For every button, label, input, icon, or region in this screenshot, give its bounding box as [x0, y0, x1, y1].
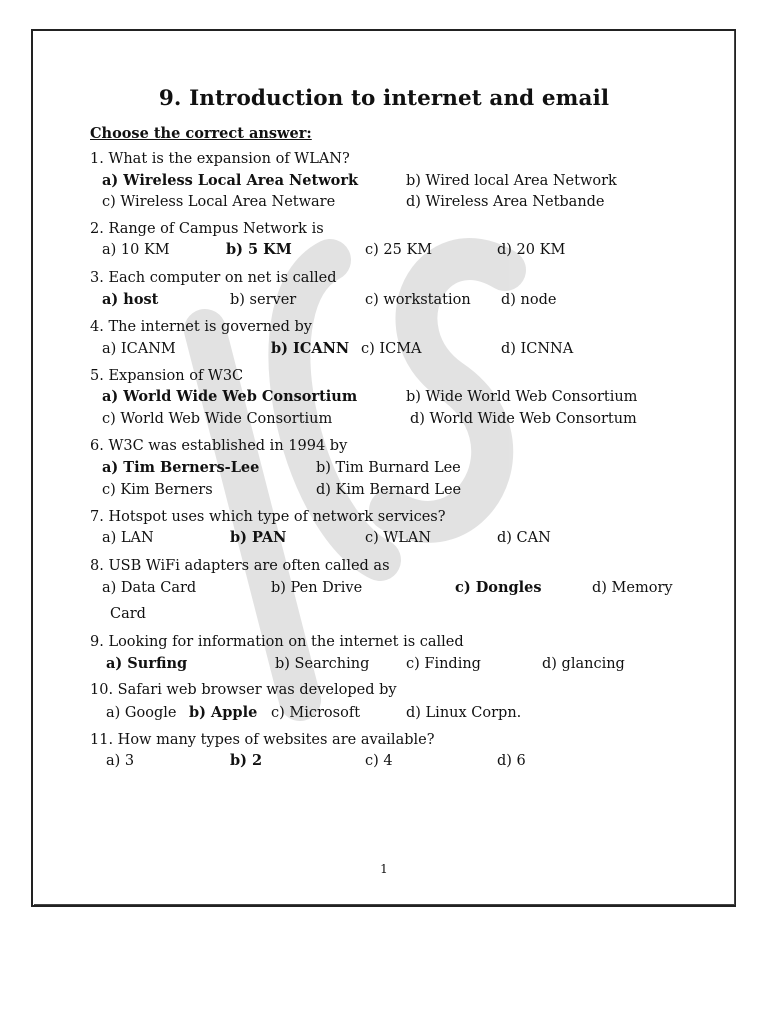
q1-option-b: b) Wired local Area Network	[406, 173, 617, 189]
q5-option-a: a) World Wide Web Consortium	[102, 388, 358, 405]
q7-option-b: b) PAN	[230, 529, 287, 546]
q8-option-d: d) Memory	[592, 580, 673, 596]
q10-option-d: d) Linux Corpn.	[406, 705, 522, 721]
q8-option-a: a) Data Card	[102, 580, 197, 596]
q2-option-a: a) 10 KM	[102, 242, 170, 258]
question-5: 5. Expansion of W3C	[90, 368, 244, 384]
q3-option-c: c) workstation	[365, 292, 471, 308]
q5-option-d: d) World Wide Web Consortum	[410, 411, 637, 427]
q4-option-a: a) ICANM	[102, 341, 176, 357]
page-number: 1	[380, 862, 388, 876]
question-4: 4. The internet is governed by	[90, 319, 313, 335]
q9-option-a: a) Surfing	[106, 655, 188, 672]
q6-option-b: b) Tim Burnard Lee	[316, 460, 461, 476]
question-1: 1. What is the expansion of WLAN?	[90, 151, 350, 167]
q7-option-a: a) LAN	[102, 530, 154, 546]
question-10: 10. Safari web browser was developed by	[90, 682, 397, 698]
question-11: 11. How many types of websites are available?	[90, 732, 435, 748]
q3-option-a: a) host	[102, 291, 159, 308]
q1-option-c: c) Wireless Local Area Netware	[102, 194, 336, 210]
question-6: 6. W3C was established in 1994 by	[90, 438, 348, 454]
question-3: 3. Each computer on net is called	[90, 270, 337, 286]
question-7: 7. Hotspot uses which type of network services?	[90, 509, 446, 525]
q1-option-d: d) Wireless Area Netbande	[406, 194, 605, 210]
q6-option-a: a) Tim Berners-Lee	[102, 459, 260, 476]
q9-option-c: c) Finding	[406, 656, 481, 672]
q7-option-c: c) WLAN	[365, 530, 432, 546]
q2-option-c: c) 25 KM	[365, 242, 433, 258]
q8-option-c: c) Dongles	[455, 579, 542, 596]
q6-option-d: d) Kim Bernard Lee	[316, 482, 462, 498]
question-9: 9. Looking for information on the internet is called	[90, 634, 464, 650]
instruction-heading: Choose the correct answer:	[90, 125, 312, 142]
q9-option-d: d) glancing	[542, 656, 625, 672]
q2-option-b: b) 5 KM	[226, 241, 292, 258]
q11-option-d: d) 6	[497, 753, 526, 769]
q5-option-b: b) Wide World Web Consortium	[406, 389, 638, 405]
question-2: 2. Range of Campus Network is	[90, 221, 324, 237]
q11-option-a: a) 3	[106, 753, 135, 769]
q7-option-d: d) CAN	[497, 530, 551, 546]
q11-option-b: b) 2	[230, 752, 263, 769]
page-title: 9. Introduction to internet and email	[158, 86, 610, 111]
q1-option-a: a) Wireless Local Area Network	[102, 172, 359, 189]
q3-option-b: b) server	[230, 292, 297, 308]
q10-option-a: a) Google	[106, 705, 177, 721]
q10-option-c: c) Microsoft	[271, 705, 361, 721]
q3-option-d: d) node	[501, 292, 557, 308]
q6-option-c: c) Kim Berners	[102, 482, 213, 498]
q4-option-b: b) ICANN	[271, 340, 350, 357]
q5-option-c: c) World Web Wide Consortium	[102, 411, 333, 427]
q11-option-c: c) 4	[365, 753, 393, 769]
q8-option-d-continued: Card	[110, 606, 146, 622]
q4-option-d: d) ICNNA	[501, 341, 574, 357]
q9-option-b: b) Searching	[275, 656, 370, 672]
question-8: 8. USB WiFi adapters are often called as	[90, 558, 390, 574]
q2-option-d: d) 20 KM	[497, 242, 566, 258]
q4-option-c: c) ICMA	[361, 341, 422, 357]
q10-option-b: b) Apple	[189, 704, 258, 721]
q8-option-b: b) Pen Drive	[271, 580, 363, 596]
